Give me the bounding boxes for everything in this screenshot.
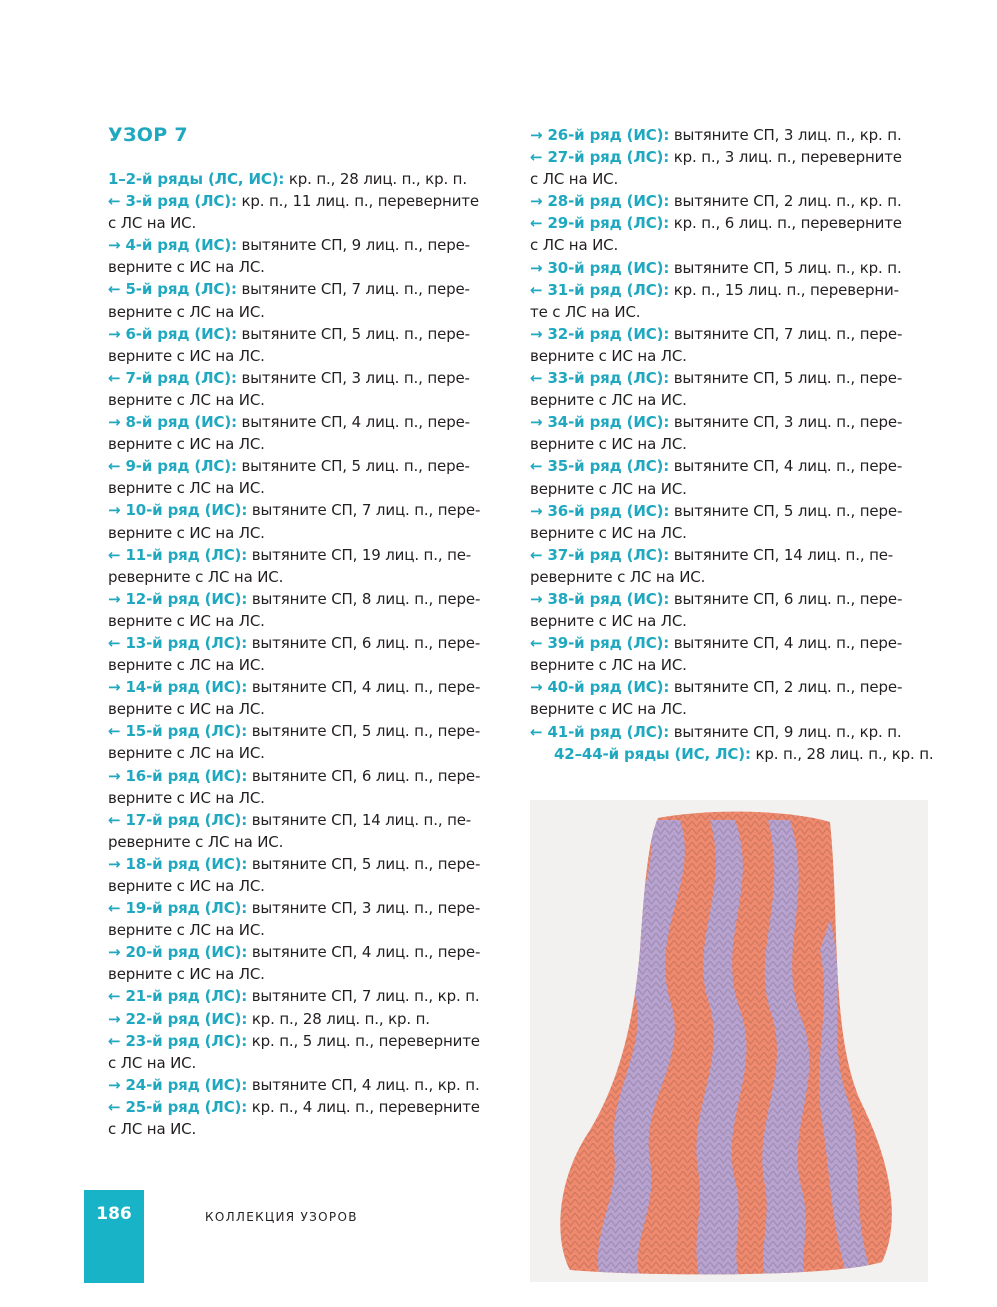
instruction-first-line: [108, 678, 480, 696]
row-label: 37-й ряд (ЛС):: [547, 545, 670, 564]
row-instruction-continuation: верните с ИС на ЛС.: [108, 523, 265, 542]
instruction-row: [108, 897, 508, 941]
row-instruction-continuation: с ЛС на ИС.: [108, 1120, 197, 1139]
instruction-first-line: [530, 126, 902, 144]
direction-arrow-icon: →: [530, 258, 548, 277]
row-instruction-continuation: верните с ИС на ЛС.: [108, 611, 265, 630]
row-label: 20-й ряд (ИС):: [125, 943, 248, 962]
row-instruction-continuation: верните с ИС на ЛС.: [530, 700, 687, 719]
row-label: 8-й ряд (ИС):: [125, 413, 237, 432]
row-label: 36-й ряд (ИС):: [547, 501, 670, 520]
direction-arrow-icon: →: [108, 943, 126, 962]
row-instruction-text: вытяните СП, 3 лиц. п., пере-: [247, 899, 481, 918]
row-label: 26-й ряд (ИС):: [547, 126, 670, 144]
instruction-first-line: [530, 259, 902, 277]
instruction-row: [108, 588, 508, 632]
instruction-first-line: [108, 1098, 480, 1116]
row-label: 4-й ряд (ИС):: [125, 236, 237, 255]
instruction-row: [108, 499, 508, 543]
direction-arrow-icon: ←: [108, 457, 126, 476]
row-label: 6-й ряд (ИС):: [125, 324, 237, 343]
row-label: 34-й ряд (ИС):: [547, 413, 670, 432]
instruction-first-line: [108, 546, 471, 564]
direction-arrow-icon: ←: [108, 899, 126, 918]
direction-arrow-icon: →: [530, 413, 548, 432]
row-instruction-continuation: верните с ЛС на ИС.: [108, 302, 265, 321]
direction-arrow-icon: →: [108, 1075, 126, 1094]
instruction-first-line: [530, 678, 902, 696]
direction-arrow-icon: →: [530, 126, 548, 144]
row-instruction-continuation: верните с ИС на ЛС.: [108, 435, 265, 454]
instruction-row: [108, 1030, 508, 1074]
instruction-row: [108, 411, 508, 455]
instruction-first-line: [530, 369, 902, 387]
row-instruction-continuation: верните с ИС на ЛС.: [108, 788, 265, 807]
instruction-row: [108, 455, 508, 499]
row-instruction-text: вытяните СП, 14 лиц. п., пе-: [247, 810, 472, 829]
row-label: 28-й ряд (ИС):: [547, 192, 670, 211]
row-instruction-text: вытяните СП, 9 лиц. п., пере-: [236, 236, 470, 255]
row-instruction-text: вытяните СП, 6 лиц. п., пере-: [247, 633, 481, 652]
row-instruction-text: вытяните СП, 3 лиц. п., кр. п.: [669, 126, 902, 144]
row-instruction-text: вытяните СП, 5 лиц. п., пере-: [669, 369, 903, 388]
instruction-row: [530, 190, 935, 212]
instructions-left-column: [108, 168, 508, 1140]
direction-arrow-icon: ←: [108, 1031, 126, 1050]
row-instruction-text: вытяните СП, 19 лиц. п., пе-: [247, 545, 472, 564]
direction-arrow-icon: ←: [108, 722, 126, 741]
instruction-row: [108, 544, 508, 588]
row-instruction-continuation: с ЛС на ИС.: [530, 170, 619, 189]
row-label: 11-й ряд (ЛС):: [125, 545, 248, 564]
instruction-first-line: [108, 767, 480, 785]
instruction-row: [108, 323, 508, 367]
row-instruction-text: кр. п., 28 лиц. п., кр. п.: [750, 744, 934, 763]
row-instruction-text: вытяните СП, 5 лиц. п., пере-: [669, 501, 903, 520]
direction-arrow-icon: →: [108, 589, 126, 608]
row-instruction-continuation: верните с ЛС на ИС.: [530, 656, 687, 675]
instruction-row: [108, 985, 508, 1007]
instruction-first-line: [108, 899, 480, 917]
knitted-sample-photo: [530, 800, 928, 1282]
direction-arrow-icon: ←: [108, 192, 126, 211]
direction-arrow-icon: →: [108, 1009, 126, 1028]
instruction-row: [530, 588, 935, 632]
row-label: 33-й ряд (ЛС):: [547, 369, 670, 388]
row-label: 9-й ряд (ЛС):: [125, 457, 237, 476]
instruction-row: [108, 809, 508, 853]
instruction-first-line: [108, 369, 470, 387]
instruction-first-line: [108, 1010, 430, 1028]
row-label: 17-й ряд (ЛС):: [125, 810, 248, 829]
row-instruction-text: вытяните СП, 4 лиц. п., пере-: [669, 634, 903, 653]
row-label: 5-й ряд (ЛС):: [125, 280, 237, 299]
row-instruction-text: вытяните СП, 8 лиц. п., пере-: [247, 589, 481, 608]
instruction-first-line: [108, 855, 480, 873]
row-label: 39-й ряд (ЛС):: [547, 634, 670, 653]
row-instruction-continuation: верните с ЛС на ИС.: [108, 921, 265, 940]
instruction-row: [108, 853, 508, 897]
instruction-row: [530, 146, 935, 190]
row-instruction-continuation: верните с ИС на ЛС.: [530, 523, 687, 542]
instruction-first-line: [530, 148, 902, 166]
row-instruction-continuation: верните с ЛС на ИС.: [108, 656, 265, 675]
instruction-first-line: [530, 723, 901, 741]
row-instruction-text: вытяните СП, 6 лиц. п., пере-: [247, 766, 481, 785]
row-instruction-continuation: верните с ИС на ЛС.: [530, 435, 687, 454]
row-label: 30-й ряд (ИС):: [547, 258, 670, 277]
instruction-first-line: [530, 502, 902, 520]
direction-arrow-icon: ←: [108, 368, 126, 387]
instruction-first-line: [108, 590, 480, 608]
instruction-first-line: [108, 170, 467, 188]
instruction-row: [530, 367, 935, 411]
row-instruction-text: вытяните СП, 5 лиц. п., пере-: [236, 457, 470, 476]
row-instruction-continuation: верните с ИС на ЛС.: [108, 965, 265, 984]
instruction-row: [530, 500, 935, 544]
row-instruction-text: вытяните СП, 7 лиц. п., пере-: [236, 280, 470, 299]
direction-arrow-icon: ←: [530, 369, 548, 388]
row-instruction-text: вытяните СП, 4 лиц. п., пере-: [247, 678, 481, 697]
instruction-first-line: [108, 811, 471, 829]
instruction-row: [530, 676, 935, 720]
direction-arrow-icon: ←: [108, 1097, 126, 1116]
instruction-first-line: [108, 192, 479, 210]
direction-arrow-icon: →: [530, 192, 548, 211]
row-instruction-continuation: верните с ИС на ЛС.: [108, 346, 265, 365]
instruction-row: [108, 1096, 508, 1140]
row-label: 1–2-й ряды (ЛС, ИС):: [108, 170, 285, 188]
direction-arrow-icon: ←: [530, 214, 548, 233]
row-instruction-continuation: с ЛС на ИС.: [530, 236, 619, 255]
direction-arrow-icon: ←: [530, 722, 548, 741]
instruction-row: [108, 367, 508, 411]
row-label: 27-й ряд (ЛС):: [547, 148, 670, 167]
row-instruction-text: кр. п., 4 лиц. п., переверните: [247, 1097, 480, 1116]
row-instruction-text: вытяните СП, 3 лиц. п., пере-: [669, 413, 903, 432]
direction-arrow-icon: ←: [108, 633, 126, 652]
direction-arrow-icon: →: [108, 678, 126, 697]
instruction-row: [108, 765, 508, 809]
row-instruction-text: вытяните СП, 7 лиц. п., пере-: [669, 324, 903, 343]
direction-arrow-icon: →: [530, 501, 548, 520]
instruction-row: [108, 1008, 508, 1030]
row-label: 23-й ряд (ЛС):: [125, 1031, 248, 1050]
row-label: 35-й ряд (ЛС):: [547, 457, 670, 476]
instruction-first-line: [530, 546, 893, 564]
row-label: 38-й ряд (ИС):: [547, 589, 670, 608]
row-instruction-continuation: верните с ИС на ЛС.: [108, 700, 265, 719]
instruction-first-line: [530, 192, 902, 210]
direction-arrow-icon: ←: [530, 148, 548, 167]
instruction-row: [108, 190, 508, 234]
row-instruction-text: вытяните СП, 4 лиц. п., кр. п.: [247, 1075, 480, 1094]
row-label: 22-й ряд (ИС):: [125, 1009, 248, 1028]
instruction-first-line: [108, 325, 470, 343]
instruction-first-line: [108, 236, 470, 254]
page-number: 186: [96, 1204, 132, 1224]
instruction-first-line: [530, 634, 902, 652]
row-instruction-text: вытяните СП, 9 лиц. п., кр. п.: [669, 722, 902, 741]
row-instruction-text: вытяните СП, 6 лиц. п., пере-: [669, 589, 903, 608]
row-instruction-continuation: с ЛС на ИС.: [108, 1053, 197, 1072]
instruction-first-line: [108, 722, 480, 740]
instruction-first-line: [108, 987, 479, 1005]
row-instruction-text: кр. п., 28 лиц. п., кр. п.: [284, 170, 467, 188]
direction-arrow-icon: →: [530, 324, 548, 343]
row-instruction-continuation: верните с ЛС на ИС.: [108, 744, 265, 763]
instruction-first-line: [108, 1076, 480, 1094]
row-instruction-continuation: верните с ИС на ЛС.: [530, 612, 687, 631]
row-instruction-continuation: те с ЛС на ИС.: [530, 302, 641, 321]
instruction-row: [108, 168, 508, 190]
row-instruction-text: вытяните СП, 4 лиц. п., пере-: [236, 413, 470, 432]
instruction-first-line: [530, 214, 902, 232]
row-instruction-text: кр. п., 11 лиц. п., переверните: [236, 192, 479, 211]
row-instruction-text: вытяните СП, 7 лиц. п., кр. п.: [247, 987, 480, 1006]
row-label: 32-й ряд (ИС):: [547, 324, 670, 343]
instruction-row: [108, 632, 508, 676]
row-instruction-text: вытяните СП, 2 лиц. п., кр. п.: [669, 192, 902, 211]
row-instruction-continuation: реверните с ЛС на ИС.: [108, 567, 284, 586]
direction-arrow-icon: ←: [108, 545, 126, 564]
knitted-sample-image: [530, 800, 928, 1282]
instruction-row: [530, 721, 935, 743]
row-instruction-continuation: верните с ЛС на ИС.: [108, 479, 265, 498]
instruction-first-line: [108, 1032, 480, 1050]
pattern-heading: УЗОР 7: [108, 124, 188, 146]
direction-arrow-icon: →: [108, 766, 126, 785]
instruction-row: [108, 720, 508, 764]
row-instruction-continuation: верните с ИС на ЛС.: [108, 877, 265, 895]
row-instruction-text: вытяните СП, 4 лиц. п., пере-: [247, 943, 481, 962]
row-instruction-continuation: верните с ЛС на ИС.: [108, 390, 265, 409]
instruction-row: [530, 411, 935, 455]
row-label: 31-й ряд (ЛС):: [547, 280, 670, 299]
instruction-first-line: [108, 634, 480, 652]
row-label: 3-й ряд (ЛС):: [125, 192, 237, 211]
row-label: 16-й ряд (ИС):: [125, 766, 248, 785]
row-label: 15-й ряд (ЛС):: [125, 722, 248, 741]
instruction-first-line: [108, 280, 470, 298]
row-instruction-text: вытяните СП, 5 лиц. п., пере-: [236, 324, 470, 343]
direction-arrow-icon: →: [530, 678, 548, 697]
row-instruction-text: вытяните СП, 5 лиц. п., пере-: [247, 722, 481, 741]
instruction-first-line: [108, 501, 480, 519]
direction-arrow-icon: ←: [108, 810, 126, 829]
row-instruction-text: вытяните СП, 7 лиц. п., пере-: [247, 501, 481, 520]
instructions-right-column: [530, 124, 935, 765]
row-instruction-text: кр. п., 6 лиц. п., переверните: [669, 214, 902, 233]
row-instruction-text: вытяните СП, 5 лиц. п., кр. п.: [669, 258, 902, 277]
instruction-row: [530, 279, 935, 323]
row-instruction-text: вытяните СП, 3 лиц. п., пере-: [236, 368, 470, 387]
page-number-tab: [84, 1190, 144, 1283]
instruction-first-line: [530, 457, 902, 475]
row-instruction-text: кр. п., 28 лиц. п., кр. п.: [247, 1009, 430, 1028]
direction-arrow-icon: →: [108, 501, 126, 520]
row-instruction-continuation: реверните с ЛС на ИС.: [108, 832, 284, 851]
row-label: 10-й ряд (ИС):: [125, 501, 248, 520]
row-instruction-continuation: верните с ИС на ЛС.: [108, 258, 265, 277]
direction-arrow-icon: ←: [530, 634, 548, 653]
row-instruction-text: вытяните СП, 2 лиц. п., пере-: [669, 678, 903, 697]
row-instruction-text: кр. п., 3 лиц. п., переверните: [669, 148, 902, 167]
instruction-row: [530, 323, 935, 367]
row-label: 42–44-й ряды (ИС, ЛС):: [554, 744, 751, 763]
instruction-row: [108, 1074, 508, 1096]
instruction-first-line: [530, 281, 899, 299]
direction-arrow-icon: →: [108, 324, 126, 343]
direction-arrow-icon: ←: [108, 987, 126, 1006]
row-label: 13-й ряд (ЛС):: [125, 633, 248, 652]
instruction-first-line: [554, 745, 934, 763]
instruction-row: [530, 212, 935, 256]
instruction-first-line: [530, 413, 902, 431]
row-label: 18-й ряд (ИС):: [125, 854, 248, 873]
instruction-row: [530, 743, 935, 765]
row-label: 25-й ряд (ЛС):: [125, 1097, 248, 1116]
row-instruction-text: вытяните СП, 5 лиц. п., пере-: [247, 854, 481, 873]
direction-arrow-icon: →: [108, 236, 126, 255]
section-title: КОЛЛЕКЦИЯ УЗОРОВ: [205, 1210, 358, 1224]
row-instruction-text: кр. п., 15 лиц. п., переверни-: [669, 280, 899, 299]
direction-arrow-icon: ←: [530, 545, 548, 564]
instruction-row: [108, 941, 508, 985]
row-instruction-text: вытяните СП, 14 лиц. п., пе-: [669, 545, 894, 564]
row-label: 19-й ряд (ЛС):: [125, 899, 248, 918]
instruction-row: [530, 544, 935, 588]
instruction-row: [530, 124, 935, 146]
row-label: 12-й ряд (ИС):: [125, 589, 248, 608]
instruction-first-line: [530, 590, 902, 608]
row-instruction-text: кр. п., 5 лиц. п., переверните: [247, 1031, 480, 1050]
instruction-first-line: [530, 325, 902, 343]
direction-arrow-icon: →: [530, 589, 548, 608]
row-instruction-continuation: реверните с ЛС на ИС.: [530, 567, 706, 586]
row-label: 40-й ряд (ИС):: [547, 678, 670, 697]
instruction-row: [530, 455, 935, 499]
direction-arrow-icon: →: [108, 413, 126, 432]
row-label: 14-й ряд (ИС):: [125, 678, 248, 697]
direction-arrow-icon: ←: [530, 457, 548, 476]
row-label: 29-й ряд (ЛС):: [547, 214, 670, 233]
direction-arrow-icon: →: [108, 854, 126, 873]
direction-arrow-icon: ←: [108, 280, 126, 299]
row-instruction-continuation: верните с ЛС на ИС.: [530, 479, 687, 498]
row-instruction-continuation: с ЛС на ИС.: [108, 214, 197, 233]
instruction-row: [530, 257, 935, 279]
instruction-row: [108, 278, 508, 322]
instruction-first-line: [108, 413, 470, 431]
instruction-row: [108, 234, 508, 278]
row-label: 41-й ряд (ЛС):: [547, 722, 670, 741]
instruction-first-line: [108, 457, 470, 475]
row-instruction-continuation: верните с ЛС на ИС.: [530, 391, 687, 410]
direction-arrow-icon: ←: [530, 280, 548, 299]
instruction-first-line: [108, 943, 480, 961]
row-label: 24-й ряд (ИС):: [125, 1075, 248, 1094]
row-instruction-continuation: верните с ИС на ЛС.: [530, 346, 687, 365]
row-label: 7-й ряд (ЛС):: [125, 368, 237, 387]
instruction-row: [530, 632, 935, 676]
row-label: 21-й ряд (ЛС):: [125, 987, 248, 1006]
row-instruction-text: вытяните СП, 4 лиц. п., пере-: [669, 457, 903, 476]
instruction-row: [108, 676, 508, 720]
